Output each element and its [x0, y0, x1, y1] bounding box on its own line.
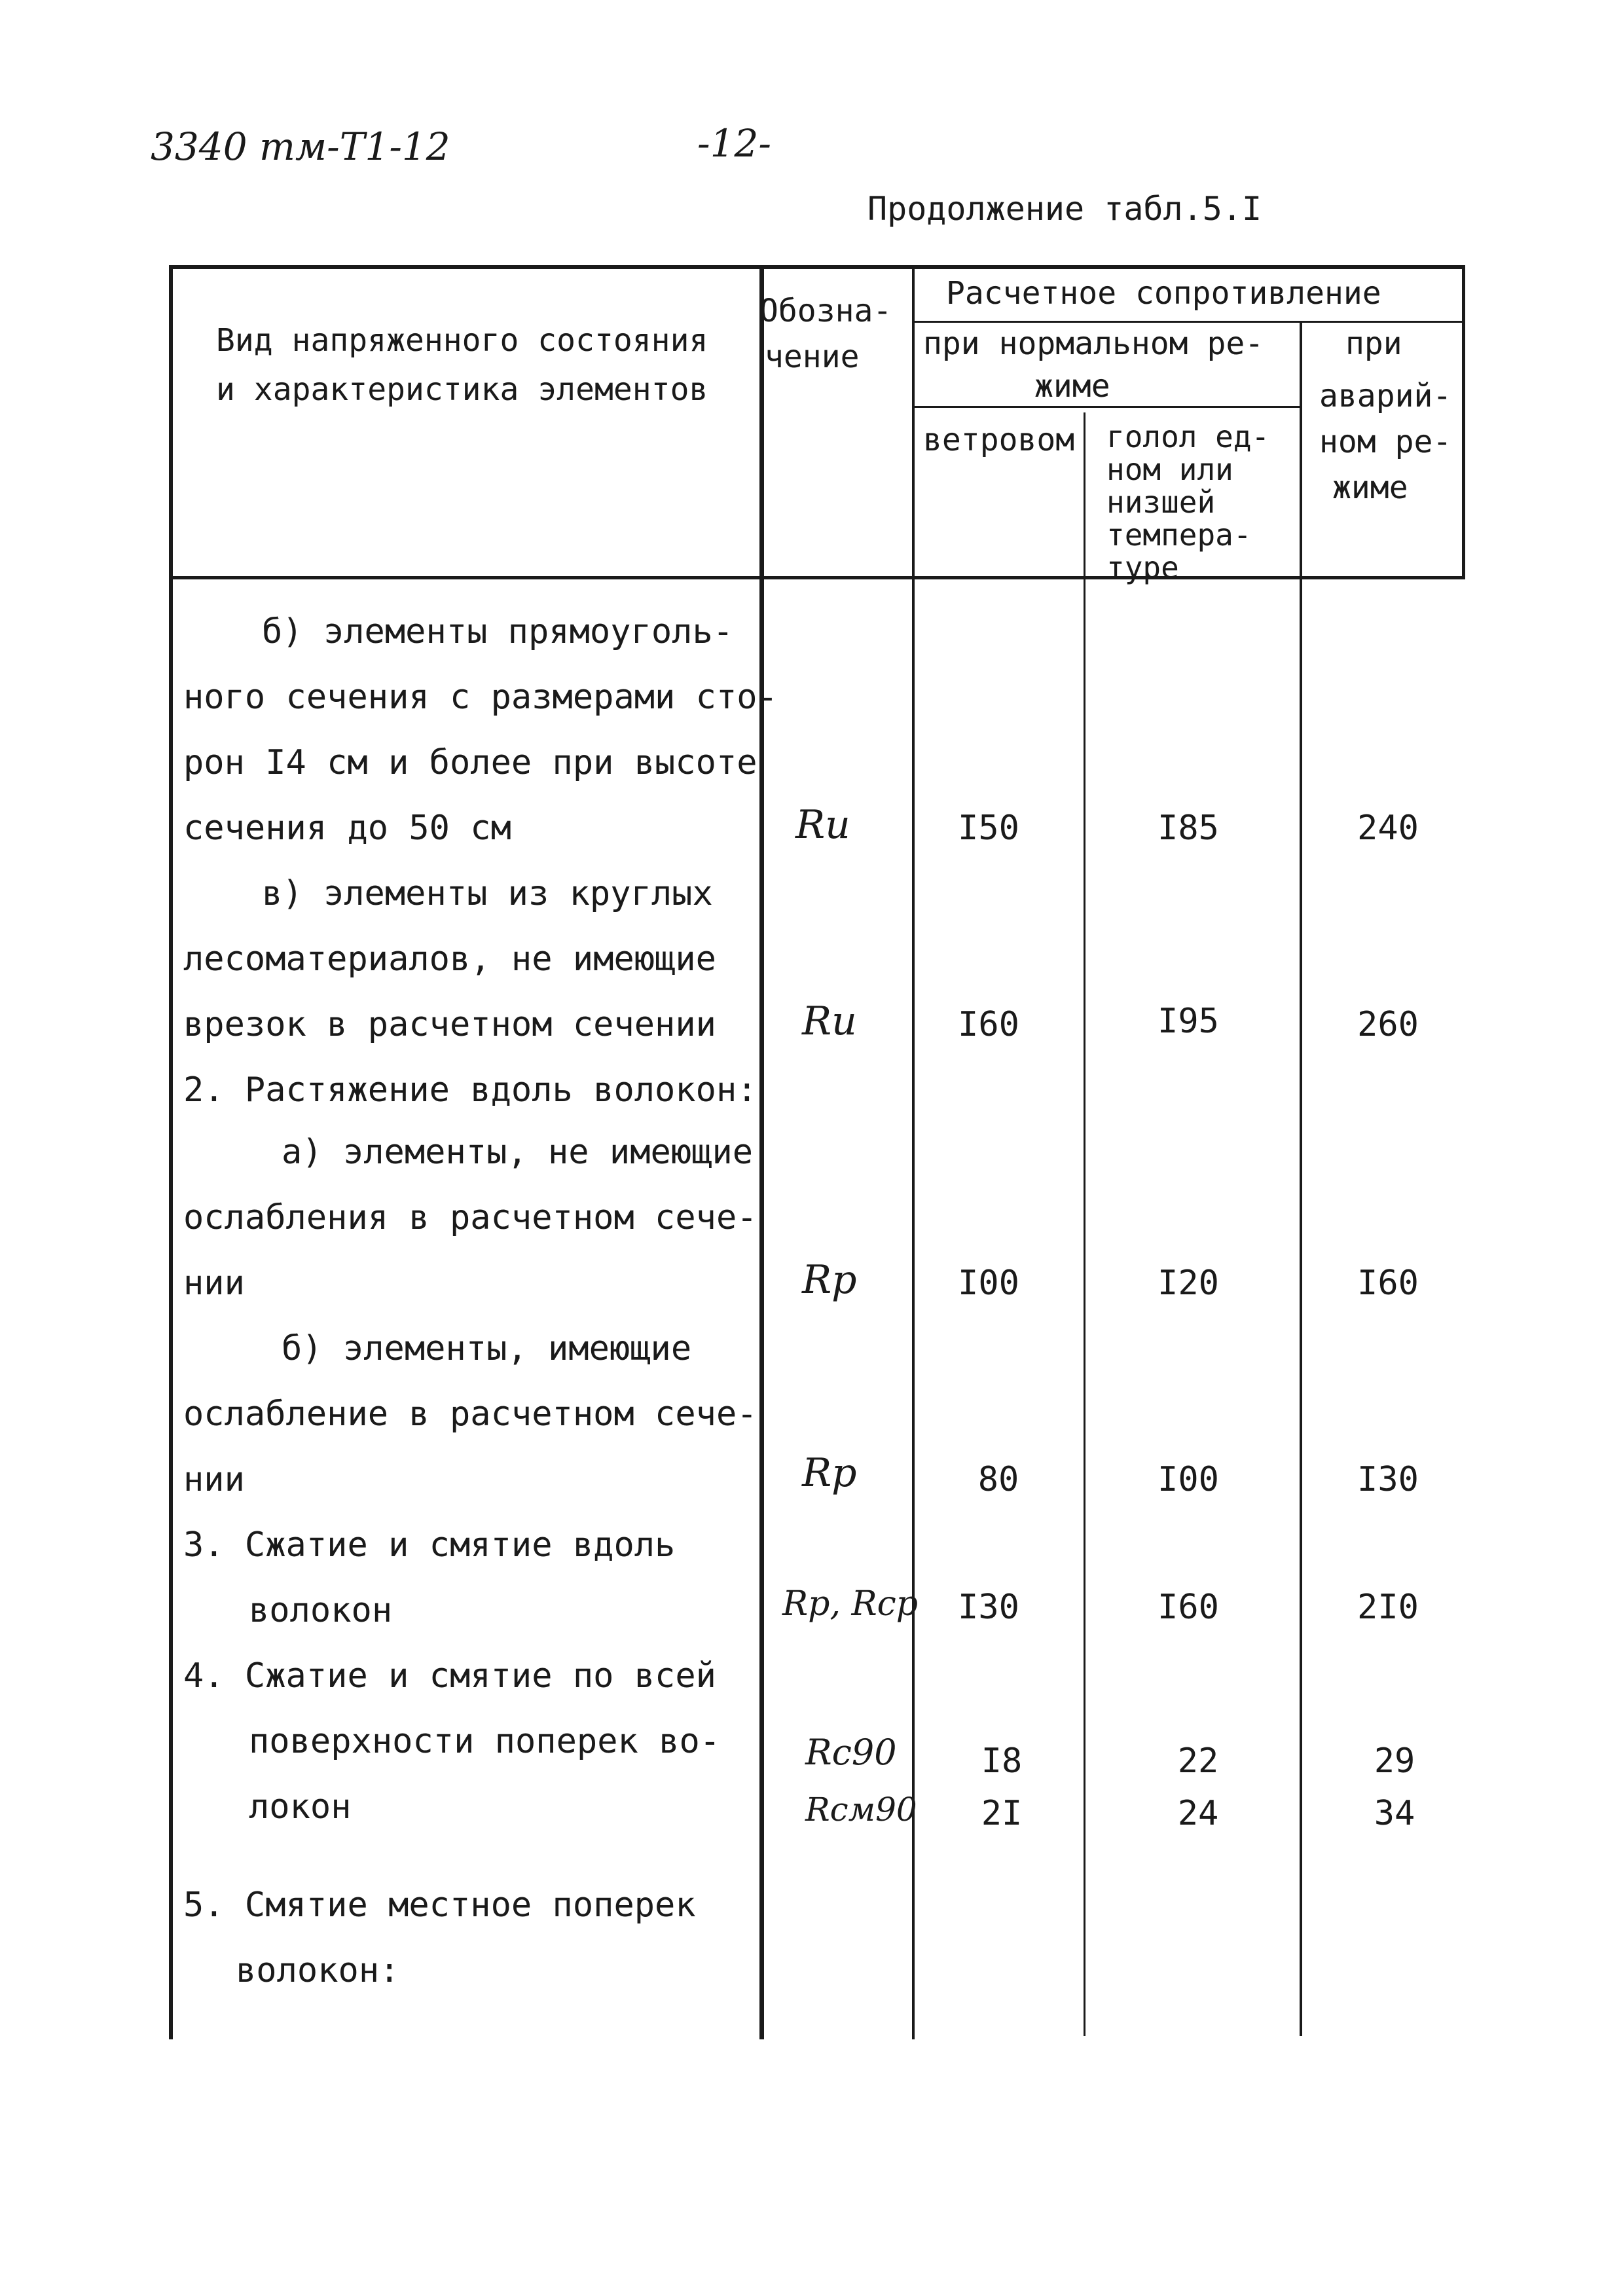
- header-ice-mode-line2: ном или: [1106, 452, 1233, 487]
- value-ice: 24: [1177, 1794, 1219, 1833]
- value-wind: I60: [958, 1005, 1019, 1044]
- header-col-symbol-line2: чение: [765, 338, 860, 375]
- symbol-cell: Rс90: [805, 1732, 897, 1773]
- symbol-cell: Rсм90: [805, 1791, 917, 1829]
- desc-line: нии: [183, 1264, 245, 1303]
- header-group-design-resistance: Расчетное сопротивление: [946, 275, 1381, 312]
- symbol-cell: Rи: [795, 802, 850, 848]
- desc-line: в) элементы из круглых: [262, 874, 713, 913]
- document-code: 3340 тм-Т1-12: [151, 124, 450, 169]
- desc-line: 4. Сжатие и смятие по всей: [183, 1656, 716, 1696]
- value-wind: I50: [958, 809, 1019, 848]
- desc-line: ослабление в расчетном сече-: [183, 1394, 757, 1434]
- value-emergency: 29: [1374, 1741, 1415, 1781]
- desc-line: волокон:: [236, 1951, 400, 1990]
- value-ice: I85: [1158, 809, 1219, 848]
- desc-line: ослабления в расчетном сече-: [183, 1198, 757, 1237]
- desc-line: 5. Смятие местное поперек: [183, 1886, 696, 1925]
- header-col-symbol-line1: Обозна-: [759, 293, 892, 329]
- header-emergency-mode-line1: при: [1345, 325, 1402, 362]
- table-continuation-caption: Продолжение табл.5.I: [867, 190, 1262, 228]
- header-ice-mode-line5: туре: [1106, 550, 1179, 585]
- value-ice: I60: [1158, 1588, 1219, 1627]
- desc-line: а) элементы, не имеющие: [282, 1133, 754, 1172]
- symbol-cell: Rи: [802, 998, 857, 1044]
- value-emergency: 260: [1357, 1005, 1419, 1044]
- value-ice: I95: [1158, 1002, 1219, 1041]
- desc-line: б) элементы прямоуголь-: [262, 612, 734, 651]
- value-wind: 2I: [981, 1794, 1023, 1833]
- desc-line: локон: [249, 1787, 352, 1827]
- desc-line: 2. Растяжение вдоль волокон:: [183, 1070, 757, 1110]
- value-emergency: 34: [1374, 1794, 1415, 1833]
- header-normal-mode-line2: жиме: [1034, 368, 1110, 405]
- header-normal-mode-line1: при нормальном ре-: [923, 325, 1264, 362]
- desc-line: лесоматериалов, не имеющие: [183, 939, 716, 979]
- header-ice-mode-line3: низшей: [1106, 484, 1216, 520]
- header-ice-mode-line1: голол ед-: [1106, 419, 1270, 454]
- value-wind: I8: [981, 1741, 1023, 1781]
- header-emergency-mode-line3: ном ре-: [1319, 424, 1452, 460]
- desc-line: ного сечения с размерами сто-: [183, 678, 778, 717]
- page-number: -12-: [697, 121, 771, 166]
- header-wind-mode: ветровом: [923, 422, 1075, 458]
- desc-line: врезок в расчетном сечении: [183, 1005, 716, 1044]
- desc-line: волокон: [249, 1591, 393, 1630]
- desc-line: б) элементы, имеющие: [282, 1329, 692, 1368]
- desc-line: поверхности поперек во-: [249, 1722, 721, 1761]
- desc-line: сечения до 50 см: [183, 809, 511, 848]
- desc-line: нии: [183, 1460, 245, 1499]
- header-ice-mode-line4: темпера-: [1106, 517, 1252, 553]
- value-ice: 22: [1177, 1741, 1219, 1781]
- value-ice: I00: [1158, 1460, 1219, 1499]
- value-wind: I00: [958, 1264, 1019, 1303]
- value-wind: I30: [958, 1588, 1019, 1627]
- symbol-cell: Rр, Rср: [782, 1584, 919, 1624]
- header-col-kind-line2: и характеристика элементов: [216, 371, 708, 408]
- header-emergency-mode-line2: аварий-: [1319, 378, 1452, 414]
- header-col-kind-line1: Вид напряженного состояния: [216, 322, 708, 359]
- symbol-cell: Rр: [802, 1257, 857, 1303]
- value-emergency: I60: [1357, 1264, 1419, 1303]
- desc-line: 3. Сжатие и смятие вдоль: [183, 1525, 676, 1565]
- desc-line: рон I4 см и более при высоте: [183, 743, 757, 782]
- value-wind: 80: [977, 1460, 1019, 1499]
- value-emergency: 240: [1357, 809, 1419, 848]
- header-emergency-mode-line4: жиме: [1332, 469, 1408, 506]
- symbol-cell: Rр: [802, 1450, 857, 1496]
- value-ice: I20: [1158, 1264, 1219, 1303]
- value-emergency: 2I0: [1357, 1588, 1419, 1627]
- value-emergency: I30: [1357, 1460, 1419, 1499]
